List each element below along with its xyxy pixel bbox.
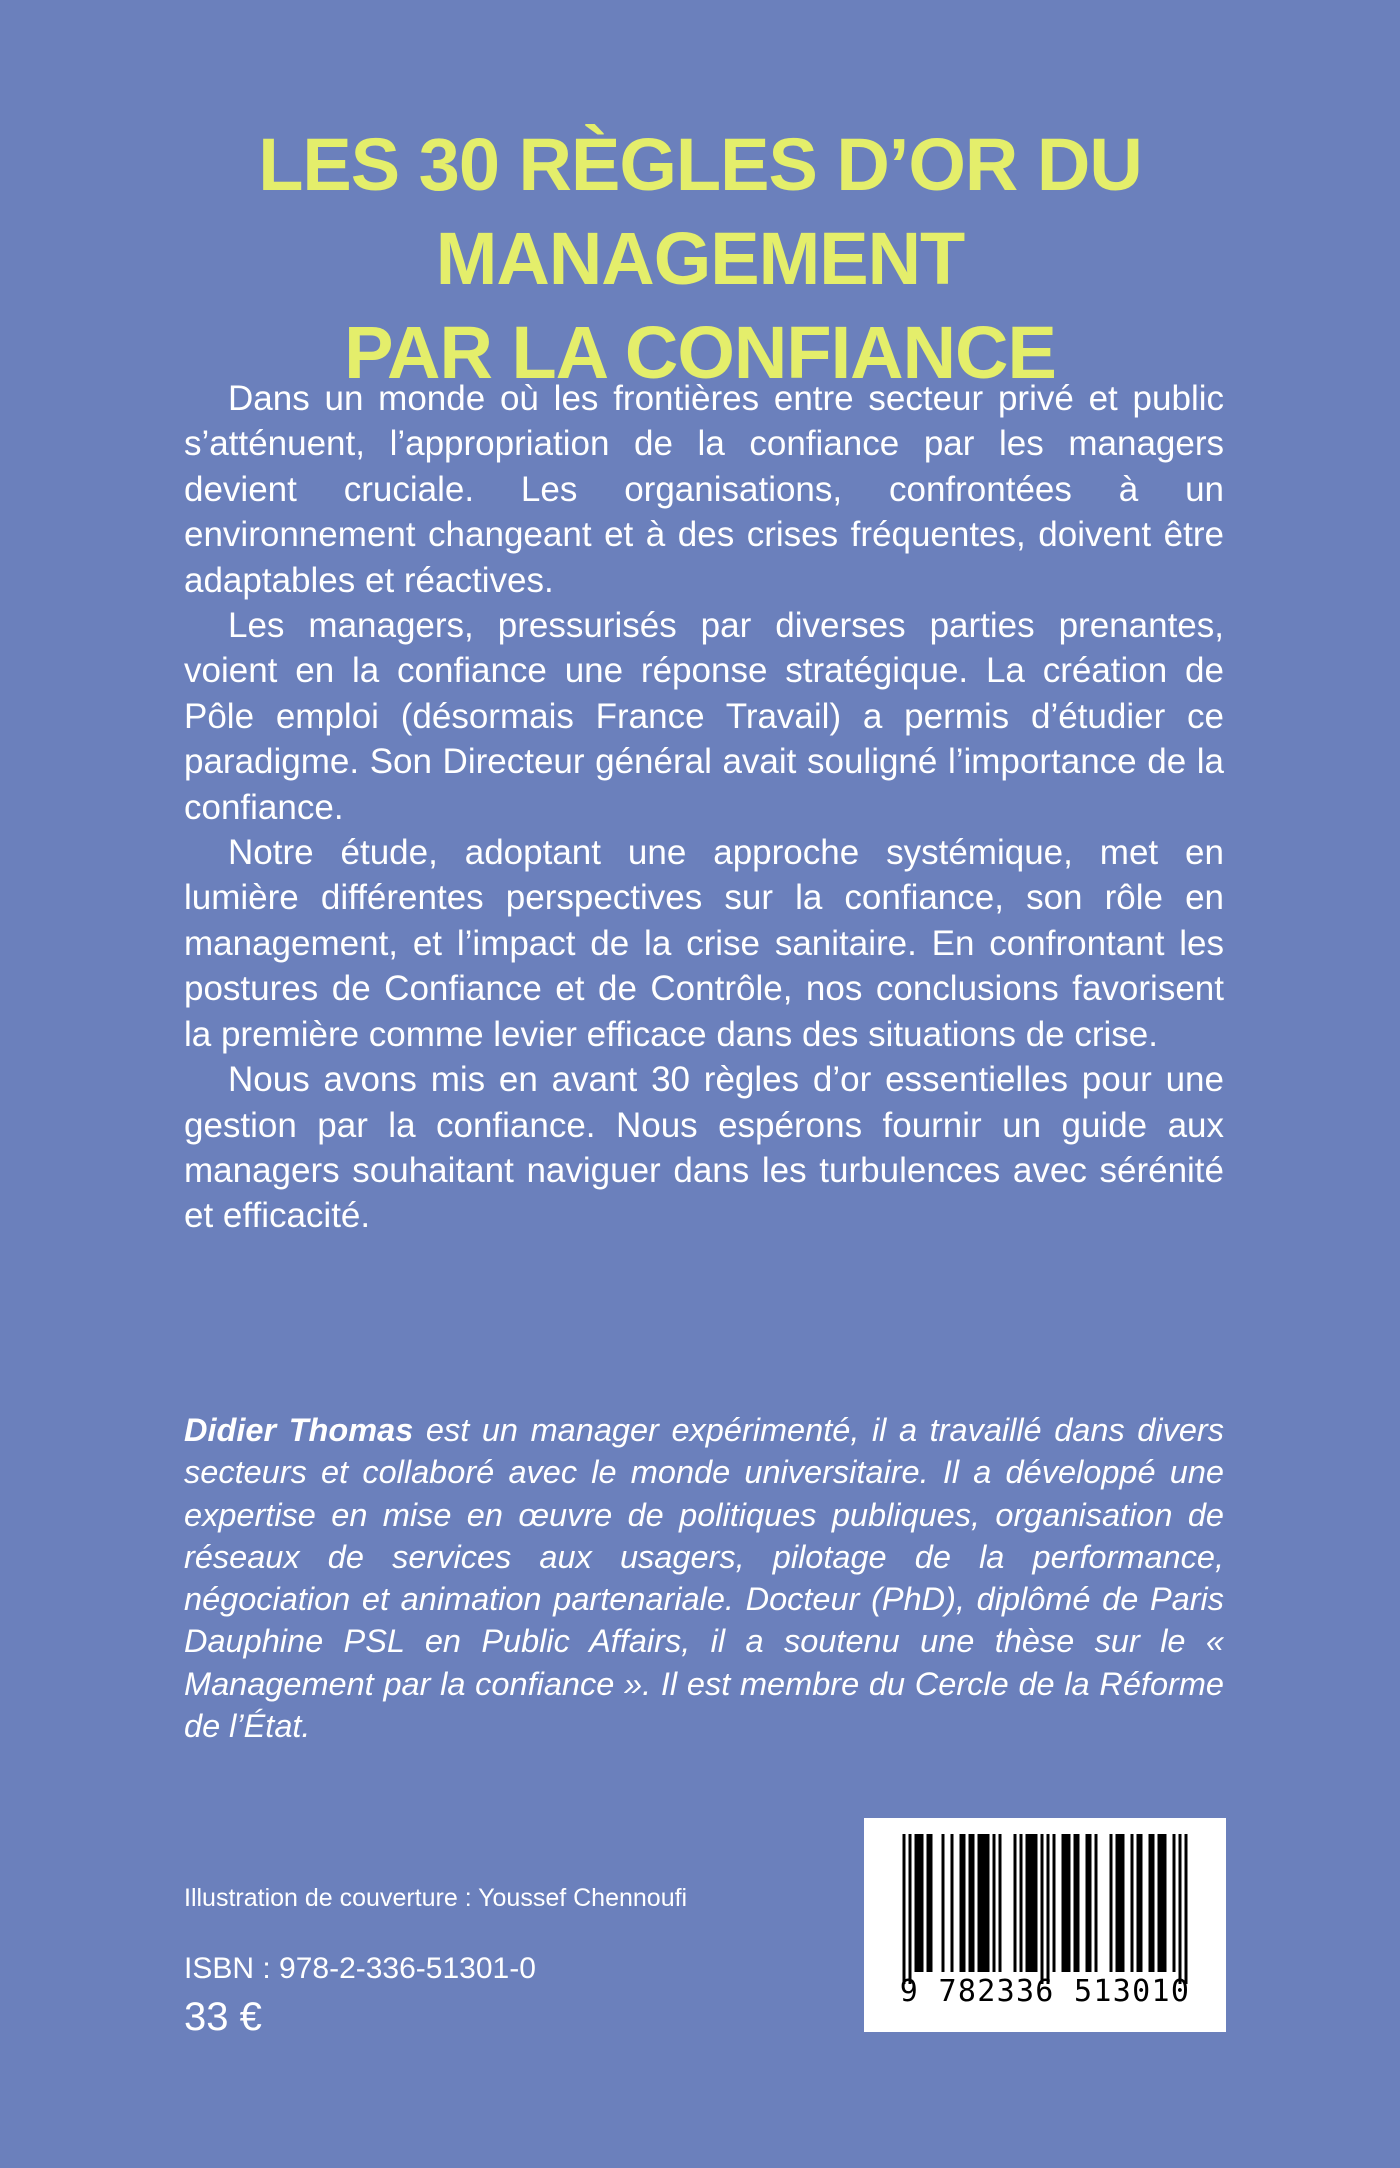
barcode-bar <box>927 1834 933 1972</box>
cover-illustration-credit: Illustration de couverture : Youssef Chennoufi <box>184 1884 688 1912</box>
barcode-bar <box>1062 1834 1071 1972</box>
barcode-bar <box>1149 1834 1155 1972</box>
book-title-line-1: LES 30 RÈGLES D’OR DU MANAGEMENT <box>258 123 1142 300</box>
author-bio <box>184 1409 1224 1747</box>
barcode-bar <box>1158 1834 1167 1972</box>
barcode-bar <box>1074 1834 1080 1972</box>
barcode-bar <box>1110 1834 1113 1972</box>
author-name: Didier Thomas <box>184 1412 414 1448</box>
barcode-bar <box>1131 1834 1134 1972</box>
barcode <box>864 1818 1226 2032</box>
barcode-bar <box>978 1834 990 1972</box>
barcode-bar <box>1179 1834 1182 1984</box>
barcode-bar <box>942 1834 945 1972</box>
barcode-bar <box>1086 1834 1092 1972</box>
blurb-paragraph-2: Les managers, pressurisés par diverses parties prenantes, voient en la confiance une réponse stratégique. La création de Pôle emploi (désormais France Travail) a permis d’étudier ce paradigme. Son Directeur général avait souligné l’importance de la confiance. <box>184 606 1224 827</box>
barcode-bar <box>915 1834 924 1972</box>
price: 33 € <box>184 1995 262 2039</box>
barcode-bar <box>1026 1834 1038 1972</box>
barcode-bar <box>1116 1834 1125 1972</box>
blurb-paragraph-3: Notre étude, adoptant une approche systémique, met en lumière différentes perspectives sur la confiance, son rôle en management, et l’impact de la crise sanitaire. En confrontant les postures de Confiance et de Contrôle, nos conclusions favorisent la première comme levier efficace dans des situations de crise. <box>184 833 1224 1054</box>
barcode-bar <box>1053 1834 1056 1972</box>
barcode-bar <box>909 1834 912 1984</box>
barcode-bar <box>960 1834 966 1972</box>
barcode-bar <box>1185 1834 1188 1984</box>
barcode-bar <box>903 1834 906 1984</box>
barcode-bar <box>951 1834 954 1972</box>
barcode-bar <box>1020 1834 1023 1972</box>
book-title <box>0 118 1400 400</box>
barcode-bar <box>1047 1834 1050 1984</box>
back-cover-blurb <box>184 376 1224 1239</box>
isbn: ISBN : 978-2-336-51301-0 <box>184 1952 536 1985</box>
book-title-line-2: PAR LA CONFIANCE <box>344 311 1056 394</box>
blurb-paragraph-4: Nous avons mis en avant 30 règles d’or essentielles pour une gestion par la confiance. Nous espérons fournir un guide aux managers souhaitant naviguer dans les turbulences avec sérénité et efficacité. <box>184 1060 1224 1236</box>
barcode-digits: 9 782336 513010 <box>899 1974 1191 2009</box>
barcode-bar <box>1014 1834 1017 1972</box>
barcode-bar <box>969 1834 975 1972</box>
author-bio-text: est un manager expérimenté, il a travaillé dans divers secteurs et collaboré avec le monde universitaire. Il a développé une expertise en mise en œuvre de politiques publiques, organisation de réseaux de services aux usagers, pilotage de la performance, négociation et animation partenariale. Docteur (PhD), diplômé de Paris Dauphine PSL en Public Affairs, il a soutenu une thèse sur le « Management par la confiance ». Il est membre du Cercle de la Réforme de l’État. <box>184 1412 1224 1745</box>
barcode-bar <box>1137 1834 1143 1972</box>
barcode-bar <box>1173 1834 1176 1972</box>
barcode-bar <box>993 1834 996 1972</box>
barcode-bar <box>999 1834 1002 1972</box>
barcode-bar <box>1041 1834 1044 1984</box>
barcode-bar <box>1095 1834 1098 1972</box>
blurb-paragraph-1: Dans un monde où les frontières entre secteur privé et public s’atténuent, l’appropriation de la confiance par les managers devient cruciale. Les organisations, confrontées à un environnement changeant et à des crises fréquentes, doivent être adaptables et réactives. <box>184 379 1224 600</box>
